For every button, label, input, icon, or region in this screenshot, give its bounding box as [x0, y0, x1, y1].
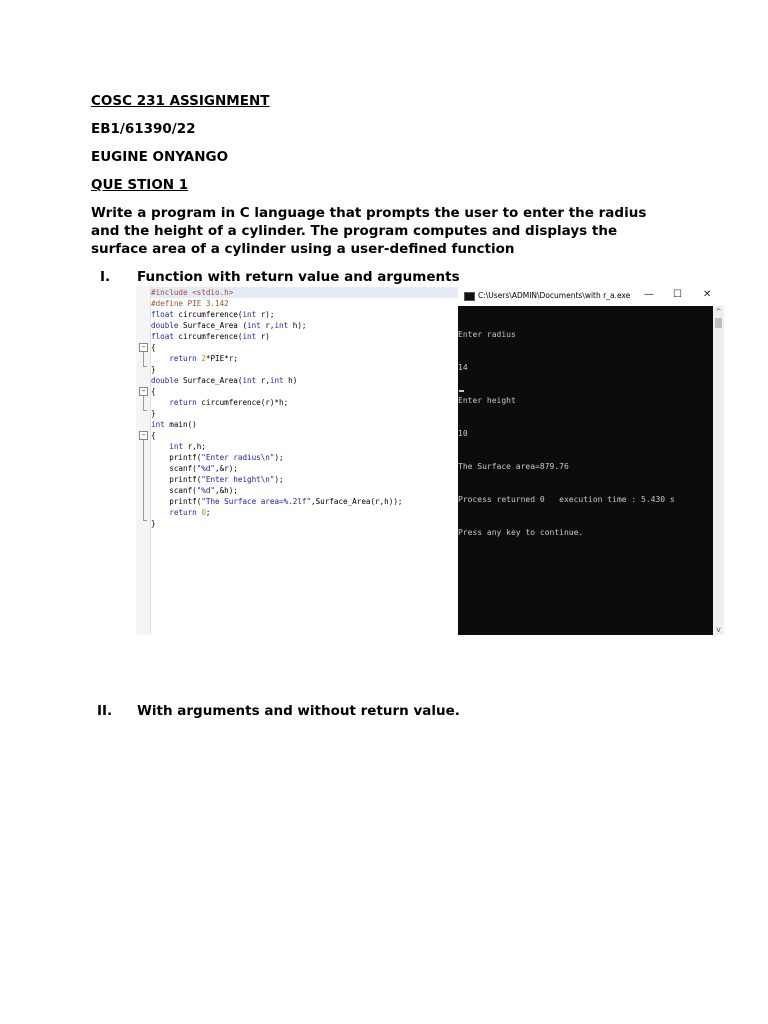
maximize-icon[interactable]: ☐: [673, 289, 682, 300]
source-code[interactable]: [151, 287, 402, 529]
code-line: int r,h;: [169, 442, 206, 451]
fold-minus-icon[interactable]: −: [139, 431, 148, 440]
fold-minus-icon[interactable]: −: [139, 387, 148, 396]
console-line: Enter height: [458, 396, 516, 405]
console-app-icon: [464, 292, 475, 301]
code-line: {: [151, 431, 156, 440]
close-icon[interactable]: ✕: [703, 289, 712, 300]
code-line: double Surface_Area (int r,int h);: [151, 321, 307, 330]
console-line: The Surface area=879.76: [458, 462, 569, 471]
code-line: }: [151, 365, 156, 374]
console-line: Enter radius: [458, 330, 516, 339]
code-line: printf("Enter height\n");: [151, 475, 284, 484]
code-line: }: [151, 409, 156, 418]
console-line: 14: [458, 363, 468, 372]
code-line: scanf("%d",&h);: [151, 486, 238, 495]
code-line: printf("The Surface area=%.2lf",Surface_Area(r,h));: [151, 497, 403, 506]
section-title: With arguments and without return value.: [137, 703, 460, 719]
console-window[interactable]: [458, 286, 724, 635]
code-line: double Surface_Area(int r,int h): [151, 376, 298, 385]
question-heading: QUE STION 1: [91, 177, 189, 193]
question-prompt: [91, 204, 681, 258]
console-cursor: [459, 390, 464, 392]
code-line: printf("Enter radius\n");: [151, 453, 284, 462]
minimize-icon[interactable]: —: [644, 289, 654, 300]
scroll-down-icon[interactable]: v: [716, 625, 721, 634]
console-window-title: C:\Users\ADMIN\Documents\with r_a.exe: [478, 291, 631, 300]
assignment-title: COSC 231 ASSIGNMENT: [91, 93, 270, 109]
editor-gutter: [136, 286, 151, 635]
code-line: return 2*PIE*r;: [169, 354, 238, 363]
scroll-up-icon[interactable]: ^: [715, 307, 722, 316]
console-line: Process returned 0 execution time : 5.430 s: [458, 495, 675, 504]
console-line: Press any key to continue.: [458, 528, 584, 537]
prompt-line: surface area of a cylinder using a user-defined function: [91, 241, 515, 257]
code-line: {: [151, 343, 156, 352]
registration-number: EB1/61390/22: [91, 121, 196, 137]
section-title: Function with return value and arguments: [137, 269, 460, 285]
console-scrollbar[interactable]: [713, 306, 724, 635]
code-line: float circumference(int r);: [151, 310, 275, 319]
code-line: scanf("%d",&r);: [151, 464, 238, 473]
console-line: 10: [458, 429, 468, 438]
section-numeral: I.: [100, 269, 111, 285]
prompt-line: Write a program in C language that prompts the user to enter the radius: [91, 205, 647, 221]
code-line: {: [151, 387, 156, 396]
section-numeral: II.: [97, 703, 113, 719]
code-line: return circumference(r)*h;: [169, 398, 289, 407]
code-line: #define PIE 3.142: [151, 299, 229, 308]
student-name: EUGINE ONYANGO: [91, 149, 229, 165]
fold-minus-icon[interactable]: −: [139, 343, 148, 352]
code-line: }: [151, 519, 156, 528]
code-line: #include <stdio.h>: [151, 288, 234, 297]
prompt-line: and the height of a cylinder. The program computes and displays the: [91, 223, 618, 239]
code-line: float circumference(int r): [151, 332, 270, 341]
code-editor: [136, 286, 459, 635]
code-line: return 0;: [169, 508, 211, 517]
code-line: int main(): [151, 420, 197, 429]
console-titlebar[interactable]: [458, 286, 724, 306]
scroll-thumb[interactable]: [715, 318, 722, 328]
code-screenshot: [136, 286, 724, 635]
console-output: [458, 307, 675, 560]
